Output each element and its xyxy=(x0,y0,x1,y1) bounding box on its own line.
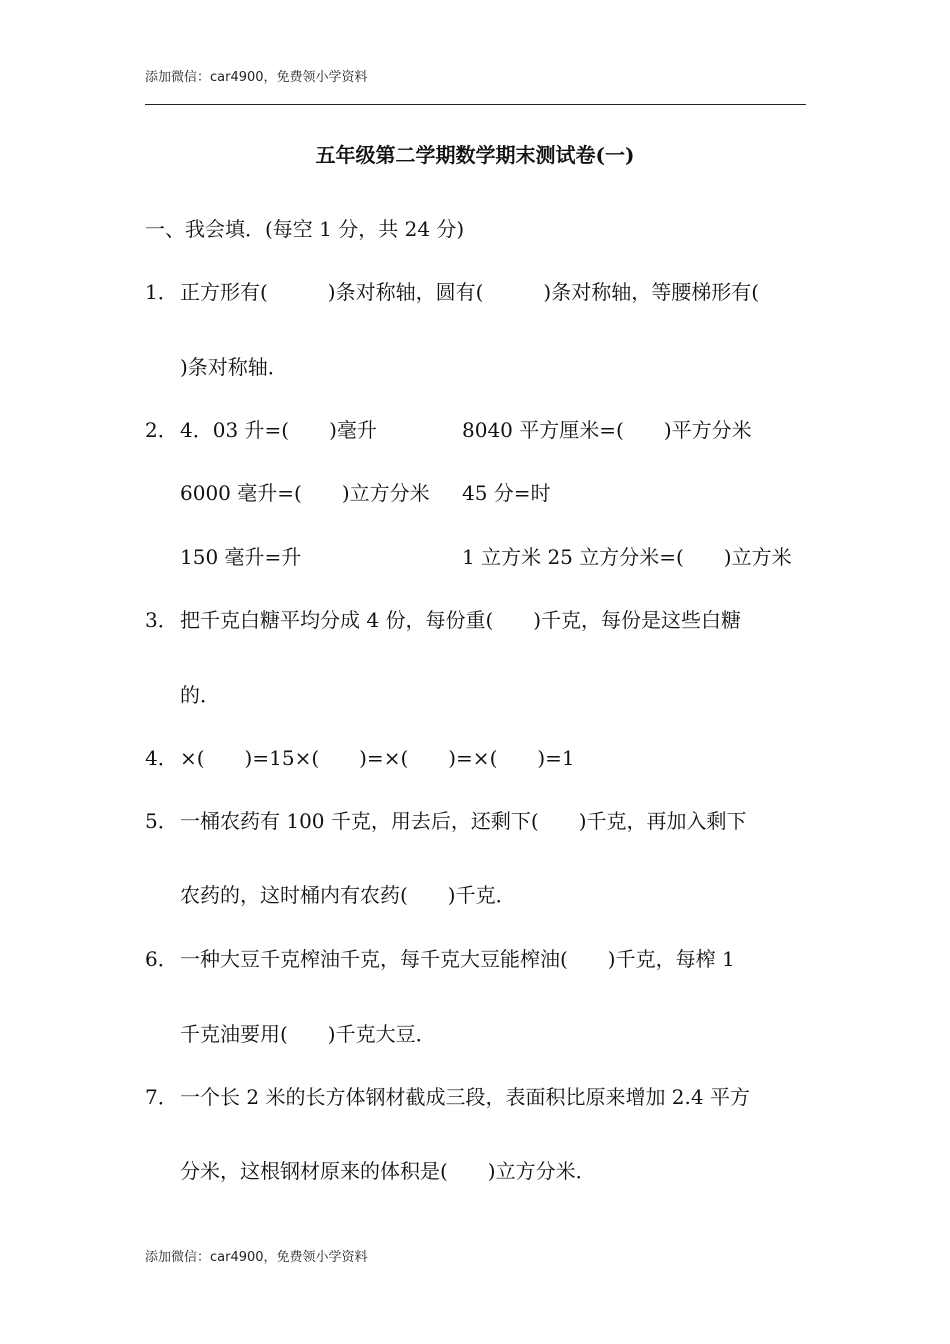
header-rule xyxy=(145,104,806,105)
question-4-line-1: ×( )=15×( )=×( )=×( )=1 xyxy=(180,746,575,770)
question-5-number: 5． xyxy=(145,809,178,833)
section-heading: 一、我会填．(每空 1 分，共 24 分) xyxy=(145,217,465,241)
page-footer: 添加微信：car4900，免费领小学资料 xyxy=(145,1250,368,1265)
question-2-item-f: 1 立方米 25 立方分米=( )立方米 xyxy=(462,545,792,569)
question-4-number: 4． xyxy=(145,746,178,770)
question-6-number: 6． xyxy=(145,947,178,971)
question-7-number: 7． xyxy=(145,1085,178,1109)
question-6-line-2: 千克油要用( )千克大豆． xyxy=(180,1022,436,1046)
question-2-item-c: 6000 毫升=( )立方分米 xyxy=(180,481,430,505)
question-2-item-d: 45 分=时 xyxy=(462,481,551,505)
question-2-number: 2． xyxy=(145,418,178,442)
question-7-line-2: 分米，这根钢材原来的体积是( )立方分米． xyxy=(180,1159,596,1183)
question-2-item-e: 150 毫升=升 xyxy=(180,545,302,569)
question-2-item-b: 8040 平方厘米=( )平方分米 xyxy=(462,418,752,442)
question-5-line-1: 一桶农药有 100 千克，用去后，还剩下( )千克，再加入剩下 xyxy=(180,809,747,833)
page-header: 添加微信：car4900，免费领小学资料 xyxy=(145,70,368,85)
question-5-line-2: 农药的，这时桶内有农药( )千克． xyxy=(180,883,516,907)
question-6-line-1: 一种大豆千克榨油千克，每千克大豆能榨油( )千克，每榨 1 xyxy=(180,947,735,971)
question-3-line-1: 把千克白糖平均分成 4 份，每份重( )千克，每份是这些白糖 xyxy=(180,608,742,632)
question-3-line-2: 的． xyxy=(180,683,220,707)
question-2-item-a: 4．03 升=( )毫升 xyxy=(180,418,377,442)
question-1-line-1: 正方形有( )条对称轴，圆有( )条对称轴，等腰梯形有( xyxy=(180,280,760,304)
question-7-line-1: 一个长 2 米的长方体钢材截成三段，表面积比原来增加 2.4 平方 xyxy=(180,1085,750,1109)
question-1-line-2: )条对称轴． xyxy=(180,355,288,379)
page-title: 五年级第二学期数学期末测试卷(一) xyxy=(315,143,635,167)
question-3-number: 3． xyxy=(145,608,178,632)
question-1-number: 1． xyxy=(145,280,178,304)
